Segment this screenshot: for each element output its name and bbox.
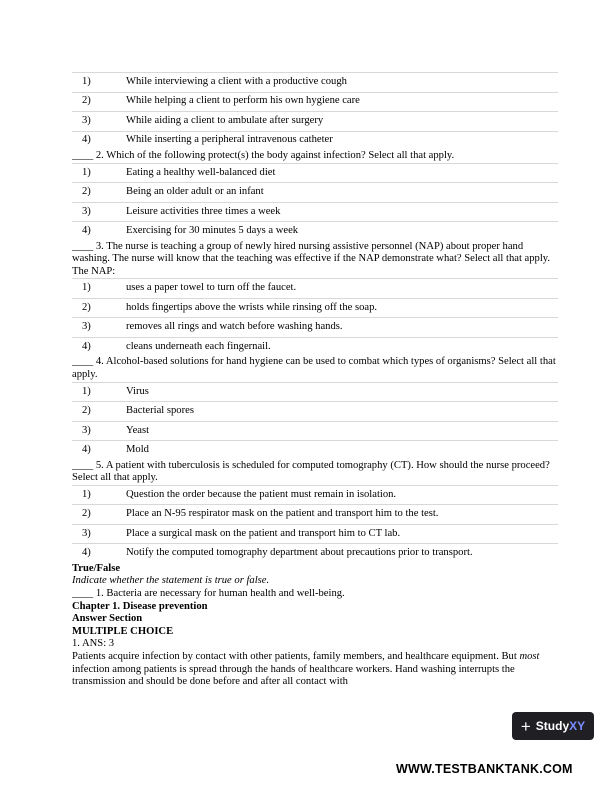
- option-row: 3) removes all rings and watch before washing hands.: [72, 318, 558, 338]
- true-false-instruction: Indicate whether the statement is true or false.: [72, 575, 270, 587]
- question-3-stem: ____ 3. The nurse is teaching a group of newly hired nursing assistive personnel (NAP) about proper hand washing. The nurse will know that the teaching was effective if the NAP demonstrate what? Select all that apply. The NAP:: [72, 240, 551, 277]
- badge-label: StudyXY: [535, 719, 586, 733]
- footer-url: WWW.TESTBANKTANK.COM: [396, 762, 573, 776]
- q4-options: [72, 382, 558, 460]
- option-row: 4) While inserting a peripheral intravenous catheter: [72, 131, 558, 150]
- plus-icon: +: [520, 716, 531, 736]
- q5-options: [72, 485, 558, 563]
- multiple-choice-heading: MULTIPLE CHOICE: [72, 625, 174, 637]
- question-5-stem: ____ 5. A patient with tuberculosis is scheduled for computed tomography (CT). How should the nurse proceed? Select all that apply.: [72, 459, 550, 484]
- answer-rationale: Patients acquire infection by contact with other patients, family members, and healthcare equipment. But most infection among patients is spread through the hands of healthcare workers. Hand washing interrupts the transmission and should be done before and after all contact with: [72, 650, 540, 688]
- option-row: 2) While helping a client to perform his own hygiene care: [72, 92, 558, 112]
- option-row: 1) uses a paper towel to turn off the faucet.: [72, 279, 558, 299]
- question-2-stem: ____ 2. Which of the following protect(s) the body against infection? Select all that apply.: [72, 150, 455, 161]
- option-row: 2) holds fingertips above the wrists while rinsing off the soap.: [72, 298, 558, 318]
- option-row: 3) Leisure activities three times a week: [72, 202, 558, 222]
- option-row: 4) Exercising for 30 minutes 5 days a week: [72, 222, 558, 241]
- document-page: [72, 72, 558, 689]
- option-row: 1) While interviewing a client with a productive cough: [72, 73, 558, 93]
- option-row: 3) Yeast: [72, 421, 558, 441]
- q1-options: [72, 72, 558, 150]
- chapter-title: Chapter 1. Disease prevention: [72, 600, 208, 612]
- option-row: 2) Being an older adult or an infant: [72, 183, 558, 203]
- true-false-question-1: ____ 1. Bacteria are necessary for human health and well-being.: [72, 587, 345, 599]
- answer-1: 1. ANS: 3: [72, 638, 115, 650]
- option-row: 1) Question the order because the patient must remain in isolation.: [72, 485, 558, 505]
- option-row: 4) Mold: [72, 441, 558, 460]
- option-row: 3) While aiding a client to ambulate after surgery: [72, 112, 558, 132]
- option-row: 1) Eating a healthy well-balanced diet: [72, 163, 558, 183]
- option-row: 4) Notify the computed tomography department about precautions prior to transport.: [72, 544, 558, 563]
- q3-options: [72, 278, 558, 356]
- option-row: 1) Virus: [72, 382, 558, 402]
- q2-options: [72, 163, 558, 241]
- option-row: 2) Place an N-95 respirator mask on the patient and transport him to the test.: [72, 505, 558, 525]
- studyxy-badge[interactable]: [512, 712, 594, 740]
- option-row: 4) cleans underneath each fingernail.: [72, 337, 558, 356]
- question-4-stem: ____ 4. Alcohol-based solutions for hand hygiene can be used to combat which types of organisms? Select all that apply.: [72, 356, 556, 380]
- answer-section-heading: Answer Section: [72, 613, 143, 625]
- true-false-heading: True/False: [72, 562, 121, 574]
- option-row: 3) Place a surgical mask on the patient and transport him to CT lab.: [72, 524, 558, 544]
- option-row: 2) Bacterial spores: [72, 402, 558, 422]
